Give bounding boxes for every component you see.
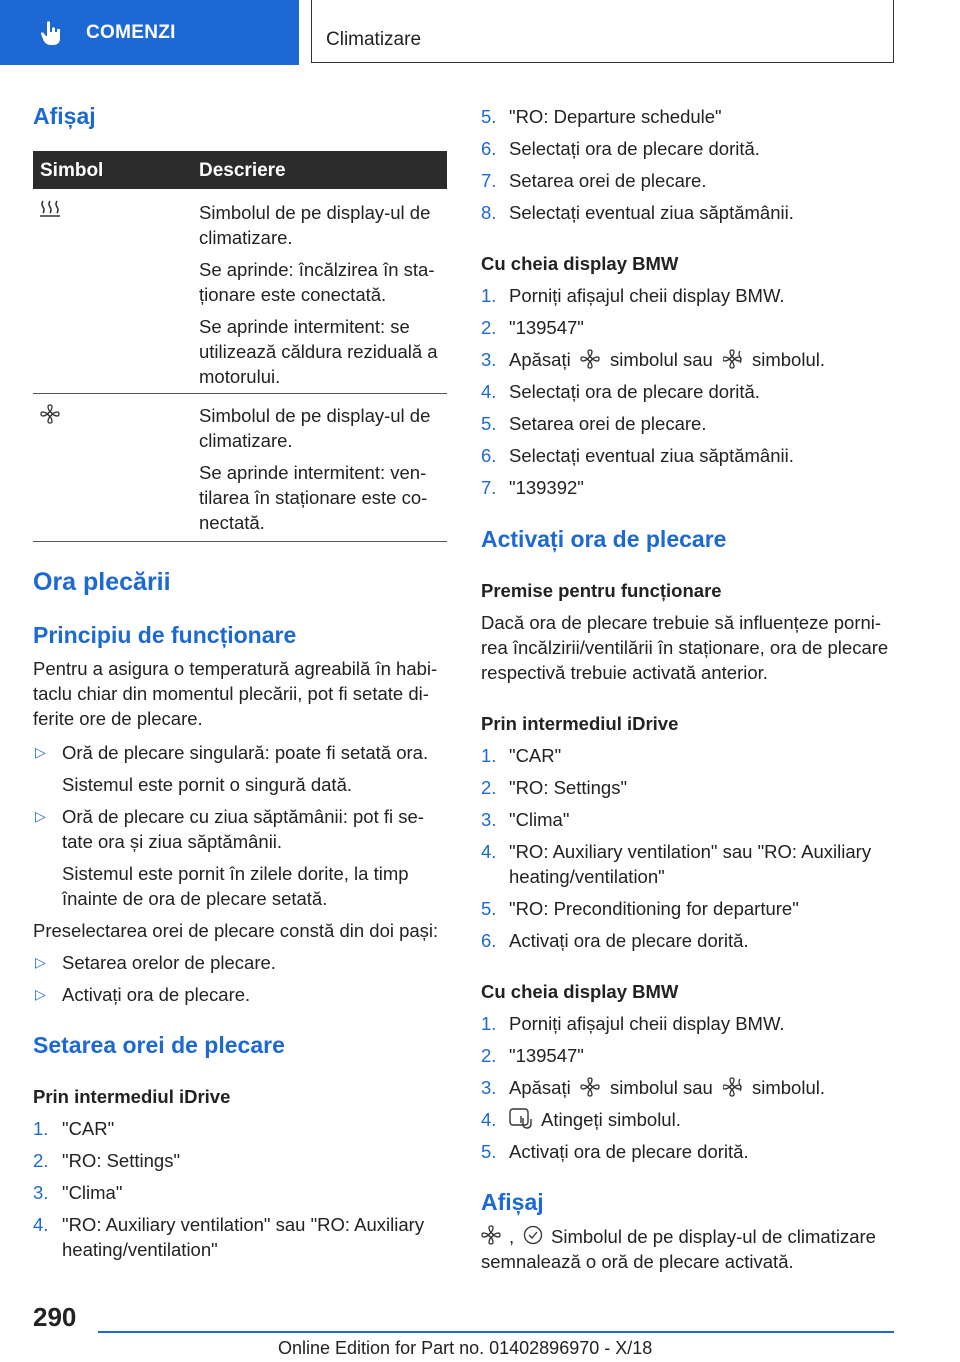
table-row2-desc: Simbolul de pe display-ul de climatizare. Se aprinde intermitent: ven- tilarea în staționare este co- nectată. <box>199 405 431 533</box>
step-text-symbol: simbolul. <box>752 349 825 370</box>
step-number: 4. <box>481 381 497 402</box>
principiu-text: Pentru a asigura o temperatură agreabilă în habi- taclu chiar din momentul plecării, pot fi setate di- ferite ore de plecare. <box>33 658 438 729</box>
activati-heading: Activați ora de plecare <box>481 526 727 552</box>
step-number: 3. <box>481 1077 497 1098</box>
setarea-heading: Setarea orei de plecare <box>33 1032 285 1058</box>
step-text: Atingeți simbolul. <box>541 1109 681 1130</box>
step-text: Selectați eventual ziua săptămânii. <box>509 202 794 223</box>
step-text: Activați ora de plecare dorită. <box>509 930 749 951</box>
step-text: Activați ora de plecare dorită. <box>509 1141 749 1162</box>
step-text-press: Apăsați <box>509 349 571 370</box>
premise-text: Dacă ora de plecare trebuie să influențeze porni- rea încălzirii/ventilării în staționare, ora de plecare respectivă trebuie activată anterior. <box>481 612 889 683</box>
key-heading: Cu cheia display BMW <box>481 253 679 274</box>
fan-icon <box>580 1077 600 1097</box>
step-text: "RO: Auxiliary ventilation" sau "RO: Auxiliary heating/ventilation" <box>509 841 872 887</box>
step-text: Porniți afișajul cheii display BMW. <box>509 1013 785 1034</box>
step-text: "RO: Auxiliary ventilation" sau "RO: Auxiliary heating/ventilation" <box>62 1214 425 1260</box>
afisaj-heading-right: Afișaj <box>481 1189 544 1215</box>
page-number: 290 <box>33 1302 77 1332</box>
step-text: Selectați ora de plecare dorită. <box>509 138 760 159</box>
section-title: Climatizare <box>326 29 422 50</box>
step-number: 2. <box>481 317 497 338</box>
bullet-item: Setarea orelor de plecare. <box>62 952 276 973</box>
key-heading-2: Cu cheia display BMW <box>481 981 679 1002</box>
step-number: 6. <box>481 138 497 159</box>
bullet-triangle-icon: ▷ <box>35 744 46 760</box>
step-number: 1. <box>481 1013 497 1034</box>
step-text: "Clima" <box>509 809 570 830</box>
step-text-symbol-or: simbolul sau <box>610 349 713 370</box>
step-text: Porniți afișajul cheii display BMW. <box>509 285 785 306</box>
table-header-description: Descriere <box>199 160 286 181</box>
step-number: 4. <box>33 1214 49 1235</box>
idrive-heading-right: Prin intermediul iDrive <box>481 713 679 734</box>
comma-separator: , <box>509 1226 515 1247</box>
step-number: 4. <box>481 1109 497 1130</box>
hand-touch-icon <box>38 19 66 47</box>
step-text: "RO: Settings" <box>62 1150 181 1171</box>
footer-rule <box>98 1331 894 1333</box>
step-text: Selectați ora de plecare dorită. <box>509 381 760 402</box>
step-text: Selectați eventual ziua săptămânii. <box>509 445 794 466</box>
step-text: Setarea orei de plecare. <box>509 170 707 191</box>
step-text: "Clima" <box>62 1182 123 1203</box>
step-number: 1. <box>481 285 497 306</box>
bullet-triangle-icon: ▷ <box>35 808 46 824</box>
step-text: "RO: Preconditioning for departure" <box>509 898 799 919</box>
premise-heading: Premise pentru funcționare <box>481 580 722 601</box>
step-number: 3. <box>481 349 497 370</box>
principiu-heading: Principiu de funcționare <box>33 622 297 648</box>
step-number: 5. <box>481 413 497 434</box>
bullet-triangle-icon: ▷ <box>35 986 46 1002</box>
clock-check-icon <box>523 1225 543 1245</box>
afisaj-text-line2: semnalează o oră de plecare activată. <box>481 1251 794 1272</box>
step-number: 2. <box>481 777 497 798</box>
step-number: 8. <box>481 202 497 223</box>
fan-icon <box>481 1225 501 1245</box>
step-number: 3. <box>481 809 497 830</box>
step-number: 3. <box>33 1182 49 1203</box>
idrive-heading-left: Prin intermediul iDrive <box>33 1086 231 1107</box>
step-number: 2. <box>33 1150 49 1171</box>
step-text: "139547" <box>509 317 584 338</box>
bullet-item: Activați ora de plecare. <box>62 984 251 1005</box>
step-number: 5. <box>481 106 497 127</box>
afisaj-heading-left: Afișaj <box>33 103 96 129</box>
step-text: "139392" <box>509 477 584 498</box>
step-number: 7. <box>481 170 497 191</box>
step-number: 6. <box>481 930 497 951</box>
step-number: 5. <box>481 898 497 919</box>
touch-symbol-icon <box>509 1108 533 1130</box>
section-tab-comenzi[interactable] <box>0 0 299 65</box>
step-text-symbol-or: simbolul sau <box>610 1077 713 1098</box>
bullet-triangle-icon: ▷ <box>35 954 46 970</box>
step-number: 6. <box>481 445 497 466</box>
step-text: "RO: Settings" <box>509 777 628 798</box>
preselect-text: Preselectarea orei de plecare constă din doi pași: <box>33 920 439 941</box>
step-text: "CAR" <box>509 745 562 766</box>
step-number: 7. <box>481 477 497 498</box>
step-text-press: Apăsați <box>509 1077 571 1098</box>
step-text: "CAR" <box>62 1118 115 1139</box>
step-number: 2. <box>481 1045 497 1066</box>
ora-plecarii-heading: Ora plecării <box>33 568 171 596</box>
table-header <box>33 151 447 189</box>
step-number: 4. <box>481 841 497 862</box>
fan-icon <box>580 349 600 369</box>
step-number: 1. <box>33 1118 49 1139</box>
ventilation-fan-icon <box>40 404 60 424</box>
step-text: "RO: Departure schedule" <box>509 106 722 127</box>
fan-heating-icon <box>723 1077 743 1097</box>
step-text: "139547" <box>509 1045 584 1066</box>
step-text-symbol: simbolul. <box>752 1077 825 1098</box>
table-divider <box>33 393 447 394</box>
heating-icon <box>40 200 60 217</box>
section-tab-label: COMENZI <box>86 21 176 43</box>
table-bottom-rule <box>33 541 447 542</box>
footer-edition: Online Edition for Part no. 01402896970 - X/18 <box>278 1338 653 1358</box>
afisaj-text-line1: Simbolul de pe display-ul de climatizare <box>551 1226 876 1247</box>
step-text: Setarea orei de plecare. <box>509 413 707 434</box>
section-title-box <box>311 0 894 63</box>
step-number: 1. <box>481 745 497 766</box>
bullet-item: Oră de plecare singulară: poate fi setată ora. Sistemul este pornit o singură dată. <box>62 742 429 795</box>
step-number: 5. <box>481 1141 497 1162</box>
table-row1-desc: Simbolul de pe display-ul de climatizare. Se aprinde: încălzirea în sta- ționare este conectată. Se aprinde intermitent: se utilizează căldura reziduală a motorului. <box>199 202 438 387</box>
bullet-item: Oră de plecare cu ziua săptămânii: pot fi se- tate ora și ziua săptămânii. Sistemul este pornit în zilele dorite, la timp înainte de ora de plecare setată. <box>62 806 424 909</box>
table-header-symbol: Simbol <box>40 160 104 181</box>
fan-heating-icon <box>723 349 743 369</box>
